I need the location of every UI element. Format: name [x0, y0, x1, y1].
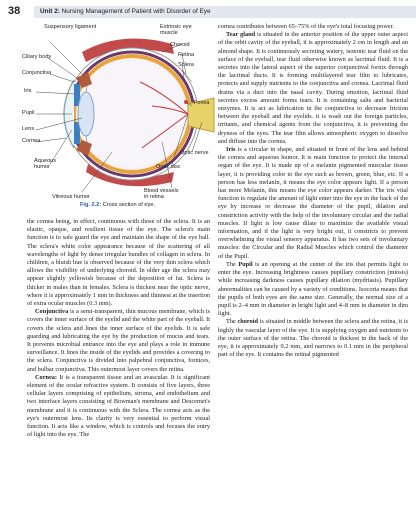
unit-title-text: Nursing Management of Patient with Disorder of Eye: [61, 8, 211, 15]
figure-caption: [80, 202, 155, 208]
unit-title: [40, 6, 211, 18]
conjunctiva-text: is a semi-transparent, thin mucous membrane, which is covers the inner surface of the eyelid and the white part of the eyeball. It covers the sclera and lines the inner surface of the eyelids. It is safe guarding and lubricating the eye by the production of mucus and tears. It prevents microbial entrance into the eye and plays a role in immune surveillance. It lines the inside of the eyelids and provides a covering to the sclera. Conjunctiva is divided into palpebral conjunctiva, fornices, and bulbar conjunctiva. This outermost layer covers the retina.: [27, 308, 210, 373]
eye-cross-section-figure: [22, 22, 215, 212]
label-fovea: Fovea: [194, 100, 210, 106]
label-retina: Retina: [178, 52, 195, 58]
label-vitreous-humor: Vitreous humor: [52, 194, 90, 200]
cornea-continued-paragraph: cornea contributes between 65–75% of the eye's total focusing power.: [218, 23, 394, 30]
label-extrinsic-eye-muscle: Extrinsic eye muscle: [160, 24, 192, 36]
pupil-paragraph: [218, 261, 408, 318]
iris-term: Iris: [226, 146, 236, 154]
eye-diagram: [22, 22, 215, 212]
pupil-text: is an opening at the center of the iris that permits light to enter the eye. Increasing brightness causes pupillary constriction (miosis) while increasing darkness causes pupillary dilation (mydriasis). Pupillary abnormalities can be caused by a variety of conditions. Isocoria means that the pupils of both eyes are the same size. Generally, the normal size of a pupil is 2–4 mm in diameter in bright light and 4–8 mm in diameter in dim light.: [218, 260, 408, 318]
tear-gland-term: Tear gland: [226, 31, 256, 39]
figure-caption-label: Fig. 2.2:: [80, 202, 102, 208]
conjunctiva-term: Conjunctiva: [35, 308, 69, 316]
label-conjunctiva: Conjunctiva: [22, 70, 52, 76]
page-number: 38: [8, 4, 32, 18]
cornea-term: Cornea:: [35, 373, 58, 381]
choroid-paragraph: [218, 318, 408, 359]
choroid-text: is situated in middle between the sclera and the retina, it is highly the vascular layer of the eye. It is supplying oxygen and nutrients to the outer surface of the retina. The choroid is thickest in the back of the eye, it is approximately 0.2 mm, and narrows to 0.1 mm in the peripheral part of the eye. It contains the retinal pigmented: [218, 318, 408, 359]
label-sclera: Sclera: [178, 62, 194, 68]
label-aqueous-humor: Aqueous humor: [34, 158, 57, 170]
iris-text: is a circular in shape, and situated in front of the lens and behind the cornea and aqueous humor. It is main function to protect the internal organ of the eye. It is made up of a melanin pigmented muscular tissue layer, it is providing color to the eye such as brown, green, blue, etc. If a person has less melanin, it means the eye color appears light. If a person has more Melanin, this means the eye color appears darker. The iris vital function to regulate the amount of light enter into the eye in the back of the eye by increase or decrease the diameter of the pupil, dilation and constriction activity with the help of the involuntary circular and the radial muscles. If light is low cause dilate to maximize the available visual information, and if the light is very bright out, it constricts to prevent overwhelming the visual sensory apparatus. It has two sets of involuntary muscles: the Circular and the Radial Muscles which control the diameter of the Pupil.: [218, 146, 408, 260]
page-header: [0, 0, 416, 18]
sclera-paragraph: the cornea being, in effect, continuous with those of the sclera. It is an elastic, opaque, and resilient tissue of the eye. The sclera's main function is to safe guard the eye and maintain the shape of the eye ball. The sclera's white color appearance because of the scattering of all wavelengths of light by dense irregular bundles of collagen in sclera. In children, a bluish hue is observed because of the very thin sclera which allows the visibility of underlying choroid. In older age the sclera may appear slightly yellowish because of the deposition of fat. Sclera is thicker in males than in females. Sclera is thickest near the optic nerve, where it is approximately 1 mm in thickness and thinnest at the insertion of extra ocular muscles (0.3 mm).: [27, 218, 210, 308]
label-optic-disc: Optic disc: [156, 164, 181, 170]
figure-caption-text: Cross section of eye.: [102, 202, 155, 208]
pupil-prefix: The: [226, 260, 239, 268]
label-optic-nerve: Optic nerve: [180, 150, 209, 156]
tear-gland-paragraph: [218, 31, 408, 146]
label-blood-vessels: Blood vessels in retina: [144, 188, 179, 200]
label-ciliary-body: Ciliary body: [22, 54, 52, 60]
tear-gland-text: is situated in the anterior position of the upper outer aspect of the orbit cavity of the eyeball, it is approximately 2 cm in length and an almond shape. It is continuously secreting watery, isotonic tear fluid on the surface of the eyeball, tear fluid otherwise known as lacrimal fluid. It is a secretes into the lateral aspect of the superior conjunctival fornix through the lacrimal ducts. It is forming multilayered tear film to lubricates, protects and supply nutrients to the conjunctiva and cornea. Lacrimal fluid drains via a duct into the nasal cavity. During emotion, lacrimal fluid secretes excess amount forms tears. It is containing salts and bacterial enzymes. It is act as lubrication in the conjunctiva to decrease friction between the eyeball and the eyelids. it is wash out the foreign particles, irritants, and chemical agents from the conjunctiva, it is preventing the dryness of the eyes. The tear film allows atmospheric oxygen to dissolve and diffuse into the cornea.: [218, 31, 408, 145]
left-column: [27, 218, 210, 439]
label-choroid: Choroid: [170, 42, 190, 48]
iris-paragraph: [218, 146, 408, 261]
choroid-prefix: The: [226, 318, 238, 326]
label-cornea: Cornea: [22, 138, 41, 144]
label-iris: Iris: [24, 88, 32, 94]
lens-shape: [78, 92, 94, 136]
label-pupil: Pupil: [22, 110, 35, 116]
choroid-term: choroid: [237, 318, 258, 326]
cornea-paragraph: [27, 374, 210, 440]
label-suspensory-ligament: Suspensory ligament: [44, 24, 97, 30]
conjunctiva-paragraph: [27, 308, 210, 374]
cornea-text: It is a transparent tissue and an avascular. It is significant element of the ocular refractive system. It consists of five layers, three cellular layers comprising of epithelium, stroma, and endothelium and two interface layers consisting of Bowman's membrane and Descemet's membrane and it is continuous with the Sclera. The cornea acts as the eye's outermost lens. Its clarity is very essential to perform visual function. It acts like a window, which is controls and focuses the entry of light into the eye. The: [27, 373, 210, 439]
right-column: [218, 23, 408, 359]
label-lens: Lens: [22, 126, 35, 132]
unit-label: Unit 2:: [40, 8, 60, 15]
pupil-term: Pupil: [238, 260, 253, 268]
